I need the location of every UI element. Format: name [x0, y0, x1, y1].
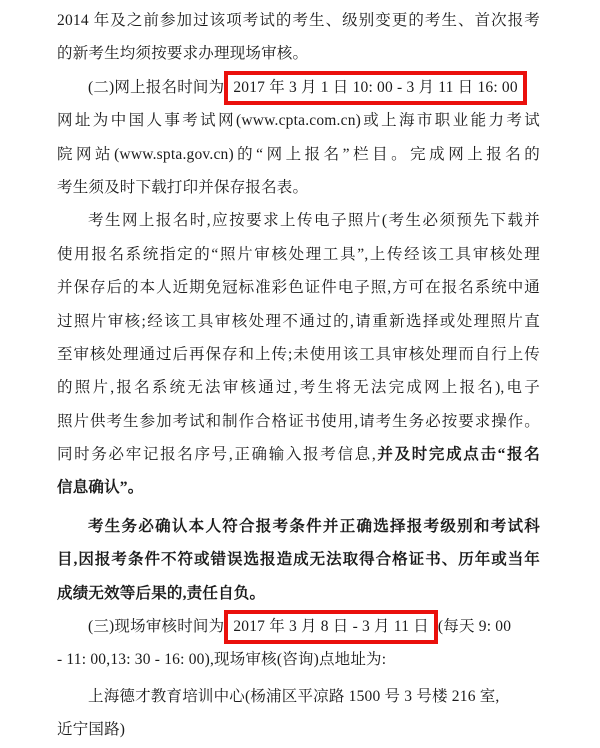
text-line — [57, 577, 540, 610]
body-text: 近宁国路) — [57, 721, 126, 739]
text-line — [57, 643, 540, 676]
body-text: (三)现场审核时间为 — [88, 618, 225, 636]
text-line — [57, 610, 540, 643]
body-text: 过照片审核;经该工具审核处理不通过的,请重新选择或处理照片直 — [57, 312, 540, 330]
emphasized-text: 考生务必确认本人符合报考条件并正确选择报考级别和考试科 — [88, 517, 540, 535]
text-line — [57, 37, 540, 70]
text-line — [57, 543, 540, 576]
text-line — [57, 271, 540, 304]
body-text: 院网站(www.spta.gov.cn)的“网上报名”栏目。完成网上报名的 — [57, 145, 540, 163]
body-text: 上海德才教育培训中心(杨浦区平凉路 1500 号 3 号楼 216 室, — [88, 687, 500, 705]
text-line — [57, 371, 540, 404]
body-text: (二)网上报名时间为 — [88, 78, 225, 96]
body-text: 同时务必牢记报名序号,正确输入报考信息, — [57, 446, 376, 464]
text-line — [57, 438, 540, 471]
body-text: 照片供考生参加考试和制作合格证书使用,请考生务必按要求操作。 — [57, 412, 540, 430]
body-text: 至审核处理通过后再保存和上传;未使用该工具审核处理而自行上传 — [57, 345, 540, 363]
body-text: 考生网上报名时,应按要求上传电子照片(考生必须预先下载并 — [88, 212, 540, 230]
body-text: - 11: 00,13: 30 - 16: 00),现场审核(咨询)点地址为: — [57, 651, 387, 669]
body-text: 并保存后的本人近期免冠标准彩色证件电子照,方可在报名系统中通 — [57, 279, 540, 297]
text-line — [57, 405, 540, 438]
highlight-box-onsite-review-dates — [224, 610, 438, 644]
text-line — [57, 338, 540, 371]
text-line — [57, 713, 540, 746]
text-line — [57, 238, 540, 271]
body-text: 的新考生均须按要求办理现场审核。 — [57, 45, 309, 63]
text-line — [57, 510, 540, 543]
text-line — [57, 471, 540, 504]
highlighted-date-range: 2017 年 3 月 1 日 10: 00 - 3 月 11 日 16: 00 — [233, 78, 518, 96]
body-text: 的照片,报名系统无法审核通过,考生将无法完成网上报名),电子 — [57, 379, 540, 397]
body-text: 网址为中国人事考试网(www.cpta.com.cn)或上海市职业能力考试 — [57, 112, 540, 130]
body-text: 使用报名系统指定的“照片审核处理工具”,上传经该工具审核处理 — [57, 245, 540, 263]
body-text: (每天 9: 00 — [437, 618, 512, 636]
body-text: 2014 年及之前参加过该项考试的考生、级别变更的考生、首次报考 — [57, 12, 540, 29]
text-line — [57, 204, 540, 237]
text-line — [57, 305, 540, 338]
text-line — [57, 680, 540, 713]
body-text: 考生须及时下载打印并保存报名表。 — [57, 178, 309, 196]
emphasized-text: 成绩无效等后果的,责任自负。 — [57, 584, 266, 602]
emphasized-text: 目,因报考条件不符或错误选报造成无法取得合格证书、历年或当年 — [57, 551, 540, 569]
emphasized-text: 信息确认”。 — [57, 479, 144, 497]
text-line — [57, 138, 540, 171]
text-line — [57, 4, 540, 37]
highlighted-date-range: 2017 年 3 月 8 日 - 3 月 11 日 — [233, 618, 429, 636]
emphasized-text: 并及时完成点击“报名 — [375, 446, 540, 464]
text-line — [57, 171, 540, 204]
text-line — [57, 71, 540, 104]
text-line — [57, 104, 540, 137]
highlight-box-online-registration-dates — [224, 71, 527, 105]
